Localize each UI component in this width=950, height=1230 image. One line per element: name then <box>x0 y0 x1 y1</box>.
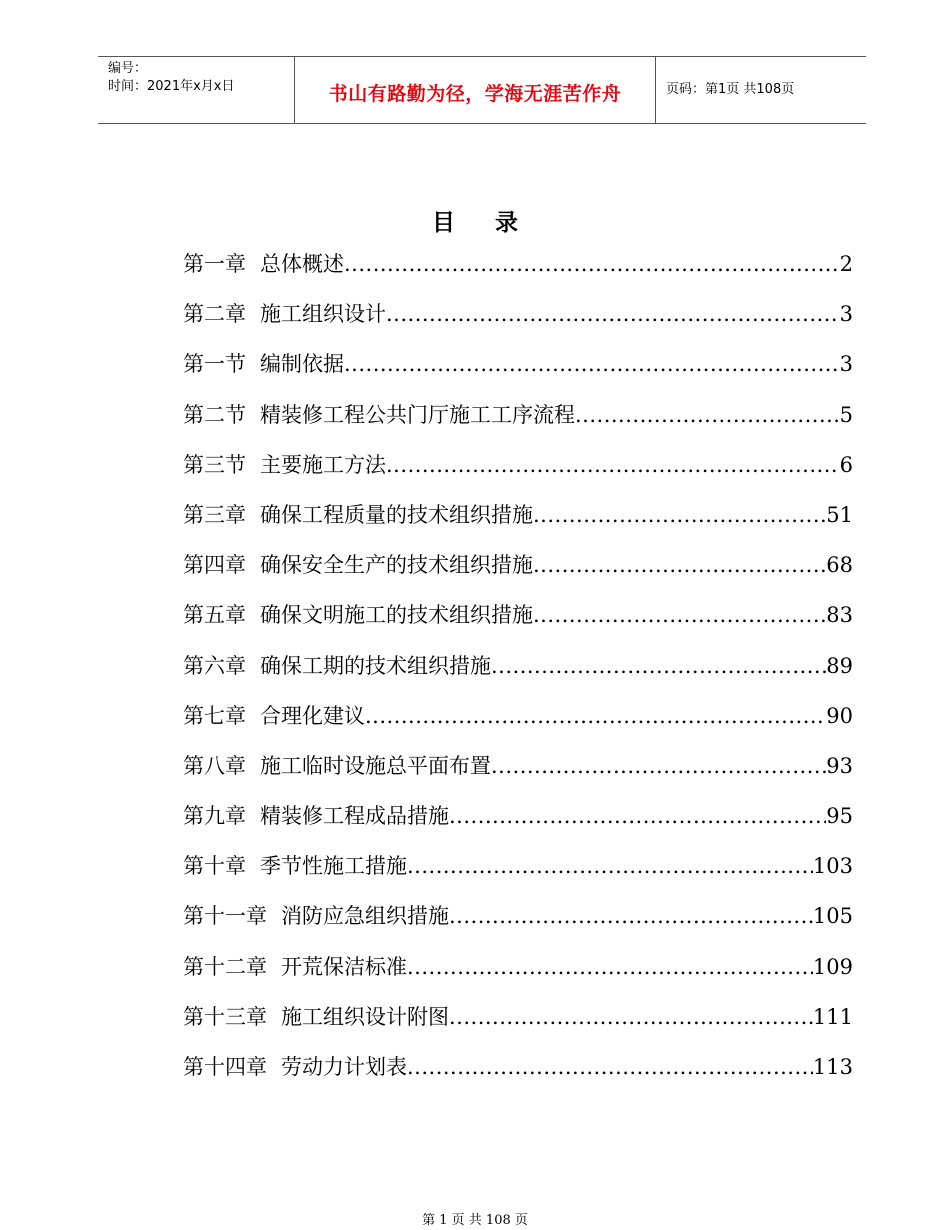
toc-entry-title: 确保工程质量的技术组织措施 <box>260 502 533 527</box>
header-page-cell <box>656 57 866 123</box>
toc-entry-title: 精装修工程公共门厅施工工序流程 <box>260 402 575 427</box>
toc-entry[interactable] <box>183 549 853 599</box>
toc-entry-label <box>183 951 407 981</box>
toc-entry-chapter: 第五章 <box>183 603 246 628</box>
toc-entry-leader-dots <box>533 603 826 627</box>
toc-entry-page-number: 51 <box>826 502 853 527</box>
toc-entry[interactable] <box>183 900 853 950</box>
toc-entry-chapter: 第十二章 <box>183 954 267 979</box>
toc-entry-label <box>183 449 386 479</box>
toc-entry-leader-dots <box>449 904 813 928</box>
toc-entry[interactable] <box>183 750 853 800</box>
toc-entry-page-number: 83 <box>826 603 853 628</box>
toc-entry-chapter: 第九章 <box>183 804 246 829</box>
toc-entry-title: 施工组织设计附图 <box>281 1004 449 1029</box>
toc-entry[interactable] <box>183 1001 853 1051</box>
toc-entry-label <box>183 248 344 278</box>
toc-entry-page-number: 105 <box>812 904 853 929</box>
header-page-info: 页码：第1页 共108页 <box>666 82 795 97</box>
toc-entry-leader-dots <box>365 704 826 728</box>
toc-entry-title: 确保工期的技术组织措施 <box>260 653 491 678</box>
page-footer: 第 1 页 共 108 页 <box>422 1213 528 1228</box>
toc-entry-label <box>183 1051 407 1081</box>
document-header <box>98 56 866 124</box>
toc-entry[interactable] <box>183 298 853 348</box>
document-number-label: 编号： <box>108 61 148 76</box>
toc-entry-leader-dots <box>407 854 813 878</box>
toc-entry-title: 精装修工程成品措施 <box>260 804 449 829</box>
toc-entry-chapter: 第十三章 <box>183 1004 267 1029</box>
toc-entry-page-number: 68 <box>826 553 853 578</box>
toc-entry-leader-dots <box>386 453 840 477</box>
toc-entry-leader-dots <box>386 302 840 326</box>
toc-entry-label <box>183 800 449 830</box>
toc-entry-leader-dots <box>491 654 826 678</box>
toc-entry-chapter: 第八章 <box>183 753 246 778</box>
toc-entry-chapter: 第十一章 <box>183 904 267 929</box>
toc-entry-leader-dots <box>344 252 840 276</box>
toc-entry[interactable] <box>183 800 853 850</box>
toc-entry-page-number: 95 <box>826 804 853 829</box>
toc-title: 目录 <box>432 210 558 236</box>
toc-entry-title: 施工组织设计 <box>260 302 386 327</box>
toc-entry-label <box>183 650 491 680</box>
toc-entry-page-number: 5 <box>839 402 853 427</box>
toc-entry-chapter: 第一章 <box>183 252 246 276</box>
toc-entry-title: 开荒保洁标准 <box>281 954 407 979</box>
toc-entry-label <box>183 499 533 529</box>
toc-entry[interactable] <box>183 599 853 649</box>
toc-entry-chapter: 第四章 <box>183 553 246 578</box>
toc-entry-leader-dots <box>344 352 840 376</box>
header-motto-cell <box>294 57 656 123</box>
toc-entry-leader-dots <box>449 804 826 828</box>
toc-entry-page-number: 6 <box>839 452 853 477</box>
toc-entry-leader-dots <box>407 955 813 979</box>
toc-entry[interactable] <box>183 248 853 298</box>
toc-entry-chapter: 第二章 <box>183 302 246 327</box>
toc-entry-chapter: 第二节 <box>183 402 246 427</box>
toc-entry[interactable] <box>183 951 853 1001</box>
toc-entry-page-number: 3 <box>839 302 853 327</box>
toc-entry-title: 编制依据 <box>260 352 344 377</box>
toc-entry-label <box>183 599 533 629</box>
toc-entry-leader-dots <box>491 754 826 778</box>
toc-entry-label <box>183 549 533 579</box>
toc-entry-title: 劳动力计划表 <box>281 1055 407 1079</box>
toc-entry-label <box>183 700 365 730</box>
table-of-contents <box>183 248 853 1101</box>
toc-entry-leader-dots <box>533 553 826 577</box>
toc-entry-page-number: 3 <box>839 352 853 377</box>
toc-entry-chapter: 第三章 <box>183 502 246 527</box>
toc-entry-label <box>183 1001 449 1031</box>
toc-entry-page-number: 89 <box>826 653 853 678</box>
toc-entry-label <box>183 750 491 780</box>
toc-entry-title: 消防应急组织措施 <box>281 904 449 929</box>
toc-entry-page-number: 109 <box>812 954 853 979</box>
toc-entry-label <box>183 900 449 930</box>
toc-entry[interactable] <box>183 1051 853 1101</box>
toc-entry-title: 合理化建议 <box>260 703 365 728</box>
toc-entry[interactable] <box>183 399 853 449</box>
toc-entry-title: 季节性施工措施 <box>260 854 407 879</box>
toc-entry-chapter: 第七章 <box>183 703 246 728</box>
toc-entry[interactable] <box>183 650 853 700</box>
toc-entry-label <box>183 850 407 880</box>
header-left-cell <box>98 57 294 123</box>
toc-entry[interactable] <box>183 499 853 549</box>
toc-entry-label <box>183 348 344 378</box>
toc-entry-page-number: 2 <box>839 252 853 276</box>
toc-entry-leader-dots <box>575 403 840 427</box>
toc-entry-label <box>183 298 386 328</box>
toc-entry-leader-dots <box>407 1055 813 1079</box>
toc-entry-page-number: 103 <box>812 854 853 879</box>
toc-entry[interactable] <box>183 700 853 750</box>
toc-entry-title: 确保安全生产的技术组织措施 <box>260 553 533 578</box>
document-time-label: 时间：2021年x月x日 <box>108 79 235 94</box>
toc-entry-chapter: 第一节 <box>183 352 246 377</box>
toc-entry-page-number: 113 <box>812 1055 853 1079</box>
toc-entry-chapter: 第三节 <box>183 452 246 477</box>
toc-entry-title: 总体概述 <box>260 252 344 276</box>
toc-entry-page-number: 93 <box>826 753 853 778</box>
toc-entry-page-number: 111 <box>812 1004 853 1029</box>
toc-entry-chapter: 第十四章 <box>183 1055 267 1079</box>
toc-entry-chapter: 第十章 <box>183 854 246 879</box>
toc-entry[interactable] <box>183 850 853 900</box>
toc-entry-title: 确保文明施工的技术组织措施 <box>260 603 533 628</box>
toc-entry-title: 主要施工方法 <box>260 452 386 477</box>
toc-entry[interactable] <box>183 348 853 398</box>
toc-entry-leader-dots <box>533 503 826 527</box>
toc-entry[interactable] <box>183 449 853 499</box>
toc-entry-page-number: 90 <box>826 703 853 728</box>
toc-entry-chapter: 第六章 <box>183 653 246 678</box>
header-motto: 书山有路勤为径，学海无涯苦作舟 <box>328 83 622 105</box>
toc-entry-title: 施工临时设施总平面布置 <box>260 753 491 778</box>
toc-entry-leader-dots <box>449 1005 813 1029</box>
toc-entry-label <box>183 399 575 429</box>
